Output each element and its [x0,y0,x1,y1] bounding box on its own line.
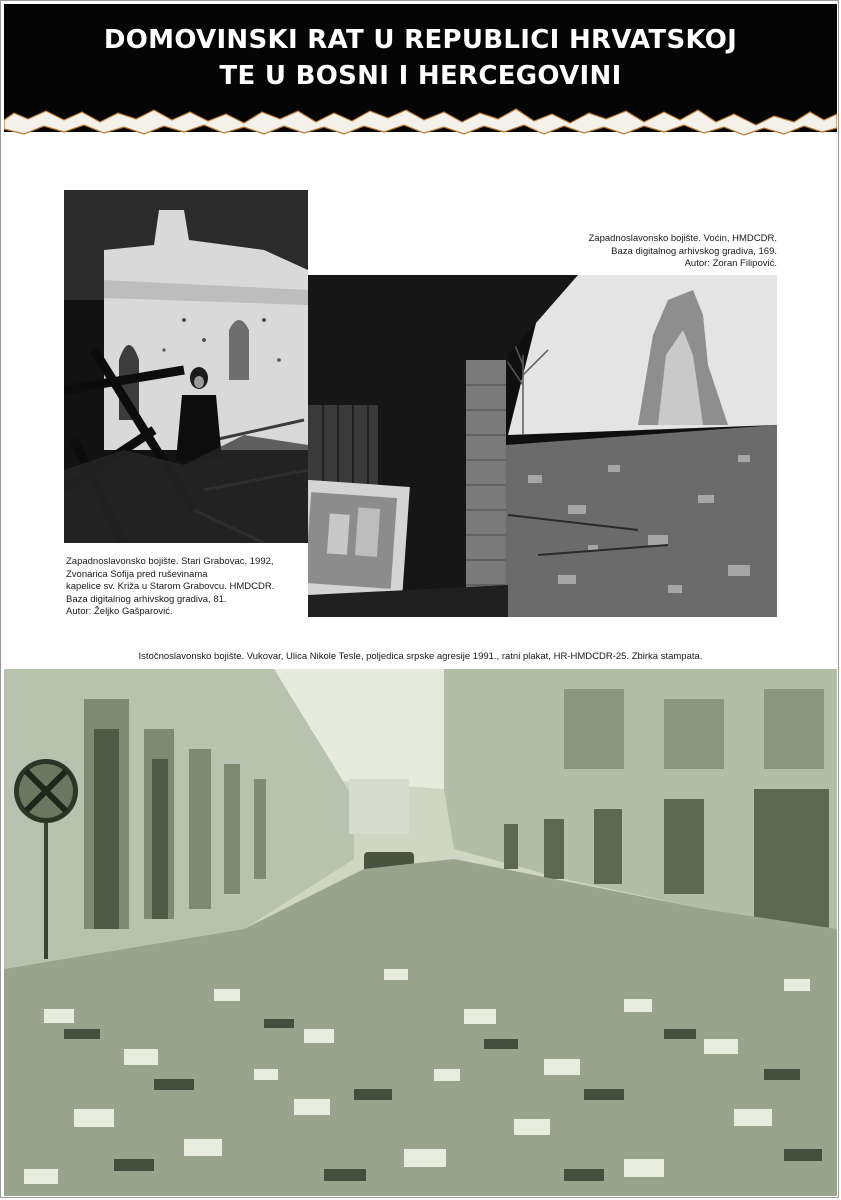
caption-grabovac [66,556,306,619]
photo-grabovac-chapel [64,190,308,543]
caption-grabovac-line-5: Autor: Željko Gašparović. [66,606,173,617]
title-line-2: TE U BOSNI I HERCEGOVINI [219,61,622,91]
caption-vocin-line-1: Zapadnoslavonsko bojište. Voćin, HMDCDR. [588,233,777,244]
photo-vocin [308,275,777,617]
caption-grabovac-line-4: Baza digitalnog arhivskog gradiva, 81. [66,593,227,605]
caption-vocin-line-2: Baza digitalnog arhivskog gradiva, 169. [611,245,777,257]
title-line-1: DOMOVINSKI RAT U REPUBLICI HRVATSKOJ [103,25,738,55]
caption-grabovac-line-2: Zvonarica Sofija pred ruševinama [66,568,208,580]
torn-paper-edge [4,92,837,142]
page-title [4,22,837,94]
caption-vocin-line-3: Autor: Zoran Filipović. [684,258,777,269]
caption-vukovar: Istočnoslavonsko bojište. Vukovar, Ulica Nikole Tesle, poljedica srpske agresije 1991., ratni plakat, HR-HMDCDR-25. Zbirka stampata. [138,651,703,662]
photo-vukovar-street [4,669,837,1196]
caption-grabovac-line-1: Zapadnoslavonsko bojište. Stari Grabovac, 1992, [66,556,274,567]
caption-grabovac-line-3: kapelice sv. Križa u Starom Grabovcu. HMDCDR. [66,581,275,592]
caption-vocin [530,233,777,271]
